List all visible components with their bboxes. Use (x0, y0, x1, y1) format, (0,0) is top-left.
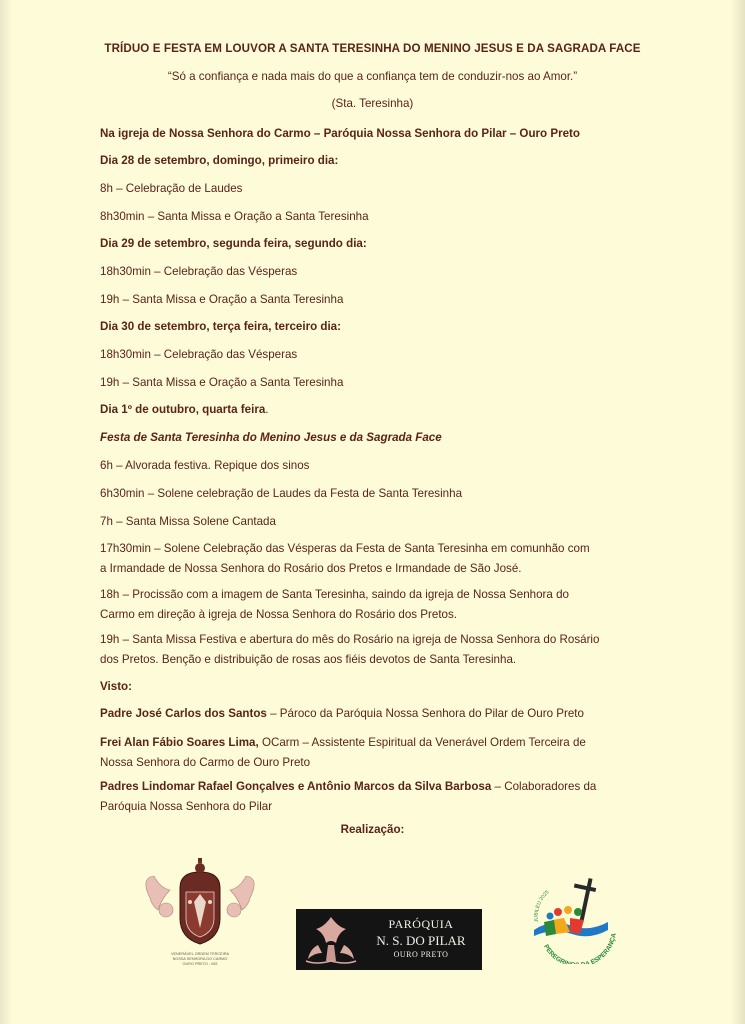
quote: “Só a confiança e nada mais do que a confiança tem de conduzir-nos ao Amor.” (167, 70, 578, 83)
signatory-1-role: – Pároco da Paróquia Nossa Senhora do Pilar de Ouro Preto (266, 707, 584, 720)
signatory-3-name: Padres Lindomar Rafael Gonçalves e Antônio Marcos da Silva Barbosa (100, 780, 492, 793)
feast-item: 6h – Alvorada festiva. Repique dos sinos (100, 459, 310, 472)
carmo-crest-icon (140, 858, 260, 950)
pilar-logo-text (366, 917, 476, 959)
ordem-logo-line: NOSSA SENHORA DO CARMO (172, 957, 228, 961)
feast-item-vesperas-line: 17h30min – Solene Celebração das Vésperas da Festa de Santa Teresinha em comunhão com (100, 542, 590, 555)
pilar-logo-line: N. S. DO PILAR (376, 933, 466, 948)
paroquia-pilar-logo (296, 909, 482, 970)
day1-item: 8h30min – Santa Missa e Oração a Santa Teresinha (100, 210, 369, 223)
signatory-1-name: Padre José Carlos dos Santos (100, 707, 267, 720)
location: Na igreja de Nossa Senhora do Carmo – Paróquia Nossa Senhora do Pilar – Ouro Preto (100, 127, 580, 140)
svg-text:PEREGRINOS DA ESPERANÇA (542, 932, 618, 964)
signatory-2-role: OCarm – Assistente Espiritual da Venerável Ordem Terceira de (258, 736, 586, 749)
feast-item-missa-festiva-line: dos Pretos. Benção e distribuição de rosas aos fiéis devotos de Santa Teresinha. (100, 653, 517, 666)
feast-item-missa-festiva (100, 630, 650, 670)
day1-item: 8h – Celebração de Laudes (100, 182, 243, 195)
feast-item: 6h30min – Solene celebração de Laudes da Festa de Santa Teresinha (100, 487, 463, 500)
ordem-logo-line: OURO PRETO - MG (182, 962, 218, 966)
day2-item: 18h30min – Celebração das Vésperas (100, 265, 298, 278)
feast-heading-text: Dia 1º de outubro, quarta feira (100, 403, 266, 416)
signatory-2-line2: Nossa Senhora do Carmo de Ouro Preto (100, 756, 311, 769)
pilar-logo-line: OURO PRETO (393, 950, 449, 959)
signatory-2 (100, 733, 650, 773)
page-edge-left (0, 0, 12, 1024)
feast-subtitle: Festa de Santa Teresinha do Menino Jesus e da Sagrada Face (100, 431, 442, 444)
pilar-ornament-icon (296, 909, 366, 970)
day2-item: 19h – Santa Missa e Oração a Santa Teresinha (100, 293, 344, 306)
ordem-logo-line: VENERÁVEL ORDEM TERCEIRA (170, 952, 230, 956)
feast-item-vesperas-line: a Irmandade de Nossa Senhora do Rosário dos Pretos e Irmandade de São José. (100, 562, 522, 575)
day3-item: 19h – Santa Missa e Oração a Santa Teresinha (100, 376, 344, 389)
jubileu-bottom-text: PEREGRI ESPERANÇA (542, 932, 618, 964)
feast-heading-suffix: . (265, 403, 269, 416)
ordem-logo-text (140, 952, 260, 967)
page-edge-right (731, 0, 745, 1024)
feast-item: 7h – Santa Missa Solene Cantada (100, 515, 276, 528)
visto-label: Visto: (100, 680, 132, 693)
feast-item-procissao-line: 18h – Procissão com a imagem de Santa Teresinha, saindo da igreja de Nossa Senhora do (100, 588, 569, 601)
feast-item-missa-festiva-line: 19h – Santa Missa Festiva e abertura do mês do Rosário na igreja de Nossa Senhora do Rosário (100, 633, 600, 646)
feast-item-procissao-line: Carmo em direção à igreja de Nossa Senhora do Rosário dos Pretos. (100, 608, 458, 621)
jubileu-cross-icon (528, 872, 618, 964)
feast-heading (100, 400, 650, 420)
pilar-logo-line: PARÓQUIA (388, 917, 454, 931)
ordem-carmo-logo (140, 858, 260, 970)
realizacao-label: Realização: (340, 823, 405, 836)
signatory-2-name: Frei Alan Fábio Soares Lima, (100, 736, 259, 749)
quote-author: (Sta. Teresinha) (331, 97, 414, 110)
signatory-3 (100, 777, 650, 817)
signatory-3-line2: Paróquia Nossa Senhora do Pilar (100, 800, 273, 813)
feast-item-vesperas (100, 539, 650, 579)
day3-item: 18h30min – Celebração das Vésperas (100, 348, 298, 361)
signatory-1 (100, 704, 650, 724)
jubileu-top-text: JUBILEU 2025 (533, 889, 551, 923)
day3-heading: Dia 30 de setembro, terça feira, terceiro dia: (100, 320, 341, 333)
day1-heading: Dia 28 de setembro, domingo, primeiro dia: (100, 154, 339, 167)
feast-item-procissao (100, 585, 650, 625)
day2-heading: Dia 29 de setembro, segunda feira, segundo dia: (100, 237, 367, 250)
jubileu-2025-logo (528, 872, 618, 964)
signatory-3-role: – Colaboradores da (491, 780, 597, 793)
document-title: TRÍDUO E FESTA EM LOUVOR A SANTA TERESINHA DO MENINO JESUS E DA SAGRADA FACE (104, 42, 641, 55)
